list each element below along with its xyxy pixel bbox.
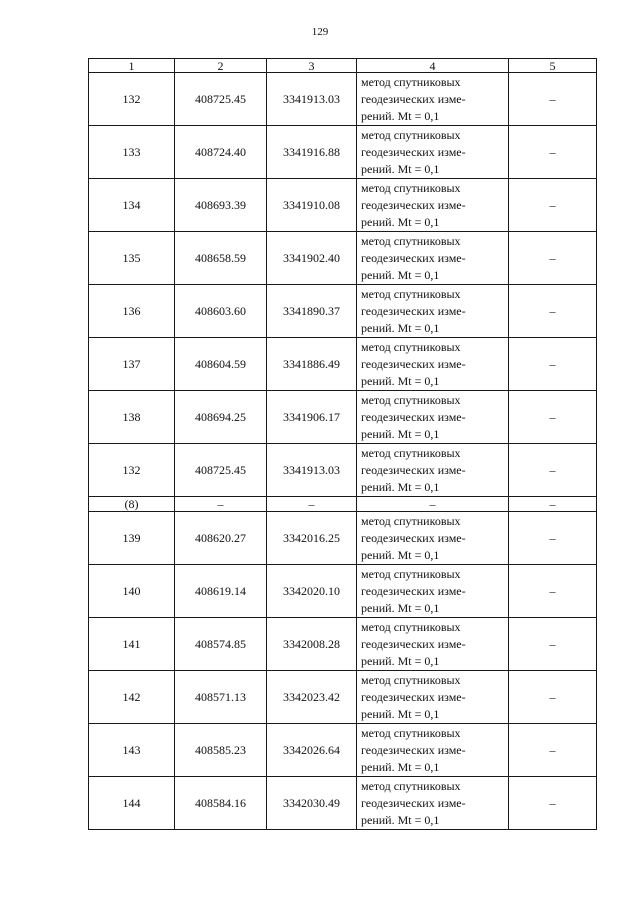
y-coordinate-cell: 3342008.28: [267, 618, 357, 671]
y-coordinate-cell: 3341902.40: [267, 232, 357, 285]
table-row: [89, 671, 597, 724]
x-coordinate-cell: 408725.45: [175, 444, 267, 497]
note-cell: –: [509, 285, 597, 338]
coordinates-table: [88, 58, 597, 830]
table-row: [89, 618, 597, 671]
page-number: 129: [311, 26, 329, 38]
method-cell: метод спутниковых геодезических изме- рений. Mt = 0,1: [357, 724, 509, 777]
method-cell: метод спутниковых геодезических изме- рений. Mt = 0,1: [357, 444, 509, 497]
table-row: [89, 338, 597, 391]
column-header: 4: [357, 59, 509, 73]
note-cell: –: [509, 126, 597, 179]
y-coordinate-cell: 3341890.37: [267, 285, 357, 338]
note-cell: –: [509, 671, 597, 724]
method-cell: метод спутниковых геодезических изме- рений. Mt = 0,1: [357, 512, 509, 565]
y-coordinate-cell: 3341913.03: [267, 444, 357, 497]
table-separator-row: [89, 497, 597, 512]
point-number-cell: 138: [89, 391, 175, 444]
y-coordinate-cell: 3341906.17: [267, 391, 357, 444]
x-coordinate-cell: 408604.59: [175, 338, 267, 391]
column-header: 5: [509, 59, 597, 73]
column-header: 1: [89, 59, 175, 73]
y-coordinate-cell: –: [267, 497, 357, 512]
note-cell: –: [509, 497, 597, 512]
x-coordinate-cell: 408619.14: [175, 565, 267, 618]
x-coordinate-cell: 408725.45: [175, 73, 267, 126]
point-number-cell: 142: [89, 671, 175, 724]
x-coordinate-cell: 408585.23: [175, 724, 267, 777]
x-coordinate-cell: 408724.40: [175, 126, 267, 179]
table-row: [89, 724, 597, 777]
table-row: [89, 126, 597, 179]
y-coordinate-cell: 3342020.10: [267, 565, 357, 618]
point-number-cell: (8): [89, 497, 175, 512]
method-cell: метод спутниковых геодезических изме- рений. Mt = 0,1: [357, 232, 509, 285]
y-coordinate-cell: 3342030.49: [267, 777, 357, 830]
y-coordinate-cell: 3341886.49: [267, 338, 357, 391]
note-cell: –: [509, 618, 597, 671]
table-row: [89, 512, 597, 565]
table-row: [89, 73, 597, 126]
x-coordinate-cell: 408693.39: [175, 179, 267, 232]
point-number-cell: 136: [89, 285, 175, 338]
table-body: [89, 59, 597, 830]
table-row: [89, 777, 597, 830]
method-cell: метод спутниковых геодезических изме- рений. Mt = 0,1: [357, 391, 509, 444]
method-cell: метод спутниковых геодезических изме- рений. Mt = 0,1: [357, 73, 509, 126]
method-cell: метод спутниковых геодезических изме- рений. Mt = 0,1: [357, 126, 509, 179]
method-cell: метод спутниковых геодезических изме- рений. Mt = 0,1: [357, 777, 509, 830]
y-coordinate-cell: 3341913.03: [267, 73, 357, 126]
table-row: [89, 444, 597, 497]
column-header: 3: [267, 59, 357, 73]
method-cell: метод спутниковых геодезических изме- рений. Mt = 0,1: [357, 179, 509, 232]
table-header-row: [89, 59, 597, 73]
note-cell: –: [509, 179, 597, 232]
x-coordinate-cell: 408620.27: [175, 512, 267, 565]
table-row: [89, 179, 597, 232]
note-cell: –: [509, 777, 597, 830]
note-cell: –: [509, 444, 597, 497]
method-cell: метод спутниковых геодезических изме- рений. Mt = 0,1: [357, 565, 509, 618]
point-number-cell: 135: [89, 232, 175, 285]
point-number-cell: 140: [89, 565, 175, 618]
y-coordinate-cell: 3342026.64: [267, 724, 357, 777]
table-row: [89, 391, 597, 444]
method-cell: метод спутниковых геодезических изме- рений. Mt = 0,1: [357, 285, 509, 338]
x-coordinate-cell: –: [175, 497, 267, 512]
method-cell: метод спутниковых геодезических изме- рений. Mt = 0,1: [357, 671, 509, 724]
point-number-cell: 137: [89, 338, 175, 391]
table-row: [89, 285, 597, 338]
x-coordinate-cell: 408584.16: [175, 777, 267, 830]
note-cell: –: [509, 232, 597, 285]
x-coordinate-cell: 408571.13: [175, 671, 267, 724]
note-cell: –: [509, 565, 597, 618]
method-cell: метод спутниковых геодезических изме- рений. Mt = 0,1: [357, 618, 509, 671]
y-coordinate-cell: 3341916.88: [267, 126, 357, 179]
x-coordinate-cell: 408603.60: [175, 285, 267, 338]
point-number-cell: 133: [89, 126, 175, 179]
table-row: [89, 565, 597, 618]
y-coordinate-cell: 3342023.42: [267, 671, 357, 724]
point-number-cell: 132: [89, 444, 175, 497]
method-cell: метод спутниковых геодезических изме- рений. Mt = 0,1: [357, 338, 509, 391]
note-cell: –: [509, 512, 597, 565]
point-number-cell: 132: [89, 73, 175, 126]
note-cell: –: [509, 338, 597, 391]
point-number-cell: 134: [89, 179, 175, 232]
note-cell: –: [509, 724, 597, 777]
point-number-cell: 143: [89, 724, 175, 777]
table-row: [89, 232, 597, 285]
point-number-cell: 144: [89, 777, 175, 830]
point-number-cell: 139: [89, 512, 175, 565]
note-cell: –: [509, 73, 597, 126]
y-coordinate-cell: 3342016.25: [267, 512, 357, 565]
y-coordinate-cell: 3341910.08: [267, 179, 357, 232]
x-coordinate-cell: 408574.85: [175, 618, 267, 671]
point-number-cell: 141: [89, 618, 175, 671]
note-cell: –: [509, 391, 597, 444]
column-header: 2: [175, 59, 267, 73]
x-coordinate-cell: 408694.25: [175, 391, 267, 444]
x-coordinate-cell: 408658.59: [175, 232, 267, 285]
method-cell: –: [357, 497, 509, 512]
